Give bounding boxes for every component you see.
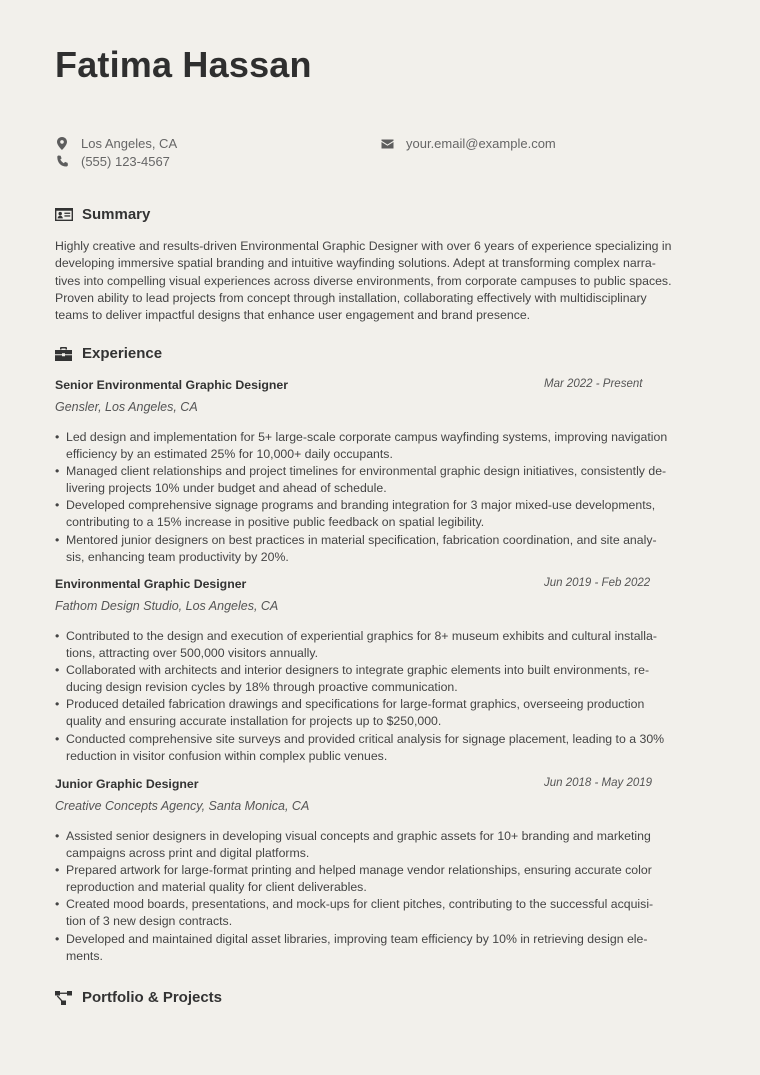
list-item: • Mentored junior designers on best practices in material specification, fabrication coordination, and site analy- sis, enhancing team productivity by 20%.	[55, 532, 710, 566]
experience-heading	[55, 345, 162, 362]
summary-line: Proven ability to lead projects from concept through installation, collaborating effectively with multidisciplinary	[55, 290, 647, 305]
list-item: • Prepared artwork for large-format printing and helped manage vendor relationships, ensuring accurate color reproduction and material quality for client deliverables.	[55, 862, 710, 896]
list-item: • Contributed to the design and execution of experiential graphics for 8+ museum exhibits and cultural installa- tions, attracting over 500,000 visitors annually.	[55, 628, 710, 662]
portfolio-heading	[55, 989, 222, 1006]
job-title: Junior Graphic Designer	[55, 777, 199, 791]
summary-line: Highly creative and results-driven Environmental Graphic Designer with over 6 years of experience specializing in	[55, 239, 672, 253]
contact-phone	[55, 154, 170, 169]
map-pin-icon	[55, 137, 69, 151]
envelope-icon	[380, 137, 394, 151]
list-item: • Managed client relationships and project timelines for environmental graphic design initiatives, consistently de- livering projects 10% under budget and ahead of schedule.	[55, 463, 710, 497]
job-bullets	[55, 628, 710, 765]
email-link[interactable]: your.email@example.com	[406, 136, 556, 151]
briefcase-icon	[55, 346, 73, 362]
job-title: Environmental Graphic Designer	[55, 577, 247, 591]
list-item: • Developed comprehensive signage programs and branding integration for 3 major mixed-use developments, contributing to a 15% increase in positive public feedback on spatial legibility.	[55, 497, 710, 531]
id-card-icon	[55, 207, 73, 223]
list-item: • Created mood boards, presentations, and mock-ups for client pitches, contributing to the successful acquisi- tion of 3 new design contracts.	[55, 896, 710, 930]
list-item: • Assisted senior designers in developing visual concepts and graphic assets for 10+ branding and marketing campaigns across print and digital platforms.	[55, 828, 710, 862]
list-item: • Led design and implementation for 5+ large-scale corporate campus wayfinding systems, improving navigation efficiency by an estimated 25% for 10,000+ daily occupants.	[55, 429, 710, 463]
phone-text: (555) 123-4567	[81, 154, 170, 169]
job-title: Senior Environmental Graphic Designer	[55, 378, 289, 392]
candidate-name: Fatima Hassan	[55, 44, 312, 85]
list-item: • Collaborated with architects and interior designers to integrate graphic elements into built environments, re- ducing design revision cycles by 18% through proactive communication.	[55, 662, 710, 696]
job-dates: Mar 2022 - Present	[544, 378, 643, 390]
phone-icon	[55, 155, 69, 169]
summary-text	[55, 238, 710, 324]
list-item: • Developed and maintained digital asset libraries, improving team efficiency by 10% in retrieving design ele- ments.	[55, 931, 710, 965]
job-dates: Jun 2019 - Feb 2022	[544, 577, 651, 589]
job-company: Fathom Design Studio, Los Angeles, CA	[55, 599, 279, 613]
job-company: Creative Concepts Agency, Santa Monica, CA	[55, 799, 310, 813]
job-bullets	[55, 828, 710, 965]
summary-heading-label: Summary	[82, 206, 151, 223]
portfolio-heading-label: Portfolio & Projects	[82, 989, 223, 1006]
job-dates: Jun 2018 - May 2019	[544, 777, 653, 789]
list-item: • Produced detailed fabrication drawings and specifications for large-format graphics, overseeing production quality and ensuring accurate installation for projects up to $250,000.	[55, 696, 710, 730]
summary-heading	[55, 206, 150, 223]
location-text: Los Angeles, CA	[81, 136, 178, 151]
job-bullets	[55, 429, 710, 566]
contact-location	[55, 136, 177, 151]
summary-line: tives into compelling visual experiences across diverse environments, from corporate campuses to public spaces.	[55, 273, 672, 288]
summary-line: developing immersive spatial branding and intuitive wayfinding solutions. Adept at transforming complex narra-	[55, 256, 656, 271]
job-company: Gensler, Los Angeles, CA	[55, 400, 198, 414]
experience-heading-label: Experience	[82, 345, 163, 362]
contact-email	[380, 136, 556, 151]
list-item: • Conducted comprehensive site surveys and provided critical analysis for signage placement, leading to a 30% reduction in visitor confusion within complex public venues.	[55, 731, 710, 765]
summary-line: teams to deliver impactful designs that enhance user engagement and brand presence.	[55, 308, 531, 323]
project-diagram-icon	[55, 990, 73, 1006]
